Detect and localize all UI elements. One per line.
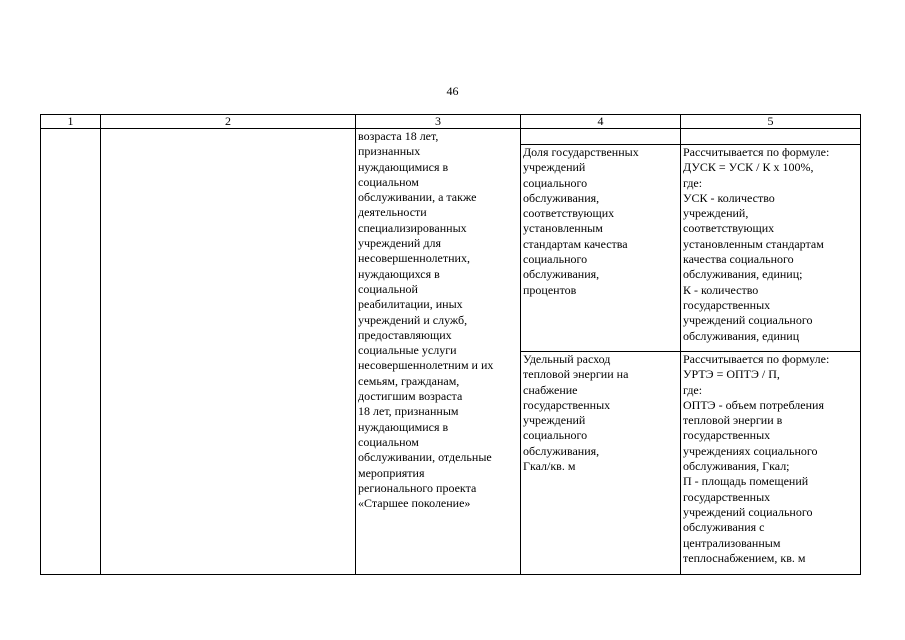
indicators-table [40, 114, 861, 575]
indicator-cell [521, 352, 681, 575]
indicator-text: Доля государственных учреждений социального обслуживания, соответствующих установленным стандартам качества социального обслуживания, процентов [523, 145, 639, 297]
indicator-cell [521, 145, 681, 352]
header-col-1: 1 [41, 115, 101, 129]
method-text: Рассчитывается по формуле: УРТЭ = ОПТЭ / П, где: ОПТЭ - объем потребления тепловой энергии в государственных учреждениях социального обслуживания, Гкал; П - площадь помещений государственных учреждений социального обслуживания с централизованным теплоснабжением, кв. м [683, 352, 830, 565]
method-cell [681, 352, 861, 575]
indicator-text: Удельный расход тепловой энергии на снабжение государственных учреждений социального обслуживания, Гкал/кв. м [523, 352, 629, 474]
header-col-3: 3 [356, 115, 521, 129]
header-col-4: 4 [521, 115, 681, 129]
header-row [41, 115, 861, 129]
table-row [41, 129, 861, 145]
page-number: 46 [446, 84, 459, 98]
col-5-blank-cell [681, 129, 861, 145]
header-col-2: 2 [101, 115, 356, 129]
method-text: Рассчитывается по формуле: ДУСК = УСК / К х 100%, где: УСК - количество учреждений, соответствующих установленным стандартам качества социального обслуживания, единиц; К - количество государственных учреждений социального обслуживания, единиц [683, 145, 830, 343]
method-cell [681, 145, 861, 352]
col-4-blank-cell [521, 129, 681, 145]
col-1-cell [41, 129, 101, 575]
col-3-text: возраста 18 лет, признанных нуждающимися в социальном обслуживании, а также деятельности специализированных учреждений для несовершеннолетних, нуждающихся в социальной реабилитации, иных учреждений и служб, предоставляющих социальные услуги несовершеннолетним и их семьям, гражданам, достигшим возраста 18 лет, признанным нуждающимися в социальном обслуживании, отдельные мероприятия регионального проекта «Старшее поколение» [358, 129, 494, 511]
col-2-cell [101, 129, 356, 575]
header-col-5: 5 [681, 115, 861, 129]
col-3-cell [356, 129, 521, 575]
